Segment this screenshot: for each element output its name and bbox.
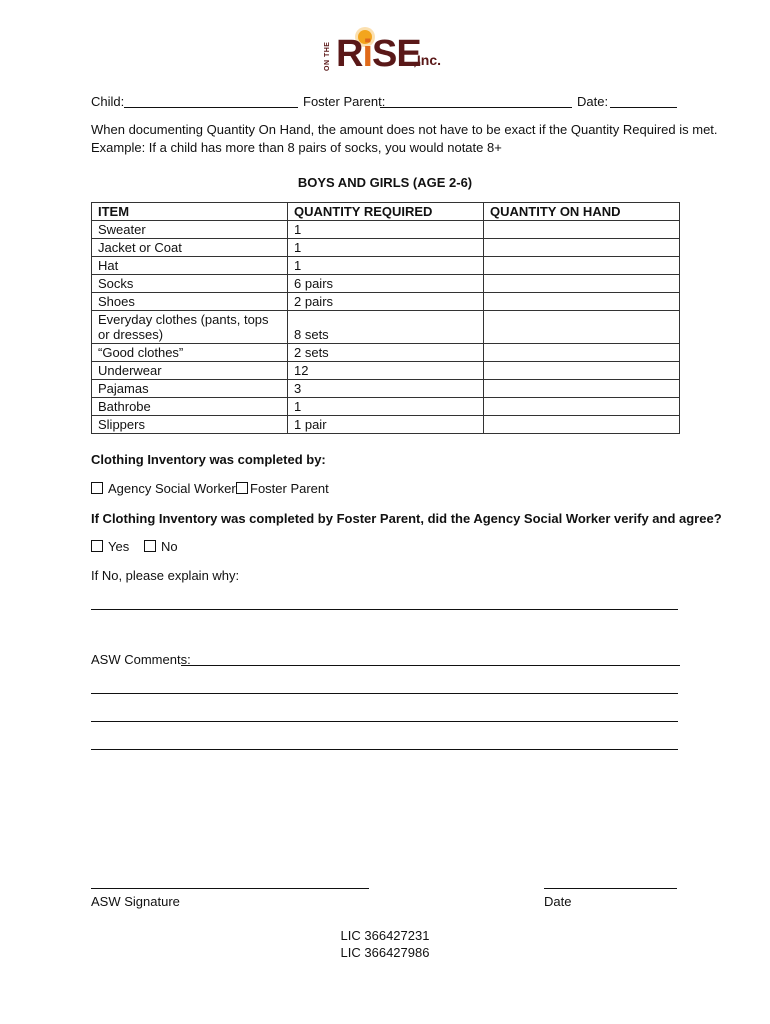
explain-line[interactable] (91, 609, 678, 610)
required-cell: 1 (288, 239, 484, 257)
yes-option-label: Yes (108, 539, 130, 554)
on-hand-cell[interactable] (484, 239, 680, 257)
required-cell: 1 (288, 221, 484, 239)
license-number-1: LIC 366427231 (340, 928, 430, 943)
required-cell: 6 pairs (288, 275, 484, 293)
header-quantity-required: QUANTITY REQUIRED (288, 203, 484, 221)
table-row (92, 311, 680, 344)
header-item: ITEM (92, 203, 288, 221)
signature-date-label: Date (544, 894, 572, 909)
asw-signature-line[interactable] (91, 888, 369, 889)
completed-by-label: Clothing Inventory was completed by: (91, 452, 326, 467)
on-hand-cell[interactable] (484, 293, 680, 311)
item-cell: Shoes (92, 293, 288, 311)
option-yes[interactable] (91, 539, 129, 555)
verify-question: If Clothing Inventory was completed by Foster Parent, did the Agency Social Worker verify and agree? (91, 511, 722, 526)
required-cell: 2 pairs (288, 293, 484, 311)
header-quantity-on-hand: QUANTITY ON HAND (484, 203, 680, 221)
asw-checkbox[interactable] (91, 482, 103, 494)
table-row (92, 293, 680, 311)
on-hand-cell[interactable] (484, 221, 680, 239)
on-hand-cell[interactable] (484, 416, 680, 434)
item-cell: Pajamas (92, 380, 288, 398)
on-hand-cell[interactable] (484, 311, 680, 344)
item-cell: Everyday clothes (pants, tops or dresses) (92, 311, 288, 344)
required-cell: 1 (288, 257, 484, 275)
foster-parent-label: Foster Parent: (303, 94, 386, 109)
no-checkbox[interactable] (144, 540, 156, 552)
logo-suffix: ,Inc. (413, 52, 442, 68)
signature-date-line[interactable] (544, 888, 677, 889)
asw-comments-label: ASW Comments: (91, 652, 191, 667)
item-cell: Sweater (92, 221, 288, 239)
item-cell: Slippers (92, 416, 288, 434)
item-cell: Socks (92, 275, 288, 293)
required-cell: 1 (288, 398, 484, 416)
table-row (92, 416, 680, 434)
asw-option-label: Agency Social Worker (108, 481, 236, 496)
item-cell: “Good clothes” (92, 344, 288, 362)
asw-comments-line-1[interactable] (181, 665, 680, 666)
table-row (92, 257, 680, 275)
foster-parent-checkbox[interactable] (236, 482, 248, 494)
table-row (92, 275, 680, 293)
on-hand-cell[interactable] (484, 380, 680, 398)
on-hand-cell[interactable] (484, 398, 680, 416)
company-logo (320, 30, 460, 78)
instruction-line-1: When documenting Quantity On Hand, the amount does not have to be exact if the Quantity Required is met. (91, 122, 718, 137)
child-label: Child: (91, 94, 125, 109)
table-row (92, 398, 680, 416)
section-title: BOYS AND GIRLS (AGE 2-6) (297, 175, 473, 190)
asw-comments-line-2[interactable] (91, 693, 678, 694)
date-label: Date: (577, 94, 609, 109)
license-number-2: LIC 366427986 (340, 945, 430, 960)
item-cell: Underwear (92, 362, 288, 380)
foster-parent-field[interactable] (380, 107, 572, 108)
asw-comments-line-4[interactable] (91, 749, 678, 750)
table-header-row (92, 203, 680, 221)
table-row (92, 221, 680, 239)
table-row (92, 344, 680, 362)
inventory-table (91, 202, 680, 434)
required-cell: 1 pair (288, 416, 484, 434)
child-field[interactable] (124, 107, 298, 108)
option-foster-parent[interactable] (236, 481, 329, 497)
required-cell: 3 (288, 380, 484, 398)
logo-wordmark: RiSE (336, 33, 421, 75)
explain-label: If No, please explain why: (91, 568, 240, 583)
on-hand-cell[interactable] (484, 257, 680, 275)
table-row (92, 239, 680, 257)
on-hand-cell[interactable] (484, 362, 680, 380)
table-row (92, 362, 680, 380)
foster-parent-option-label: Foster Parent (250, 481, 329, 496)
required-cell: 2 sets (288, 344, 484, 362)
logo-vertical-text: ON THE (324, 41, 331, 71)
no-option-label: No (161, 539, 178, 554)
asw-comments-line-3[interactable] (91, 721, 678, 722)
required-cell: 8 sets (288, 311, 484, 344)
asw-signature-label: ASW Signature (91, 894, 180, 909)
required-cell: 12 (288, 362, 484, 380)
date-field[interactable] (610, 107, 677, 108)
item-cell: Bathrobe (92, 398, 288, 416)
on-hand-cell[interactable] (484, 344, 680, 362)
table-row (92, 380, 680, 398)
option-no[interactable] (144, 539, 178, 555)
item-cell: Hat (92, 257, 288, 275)
instruction-line-2: Example: If a child has more than 8 pairs of socks, you would notate 8+ (91, 140, 502, 155)
yes-checkbox[interactable] (91, 540, 103, 552)
on-hand-cell[interactable] (484, 275, 680, 293)
item-cell: Jacket or Coat (92, 239, 288, 257)
option-agency-social-worker[interactable] (91, 481, 236, 497)
